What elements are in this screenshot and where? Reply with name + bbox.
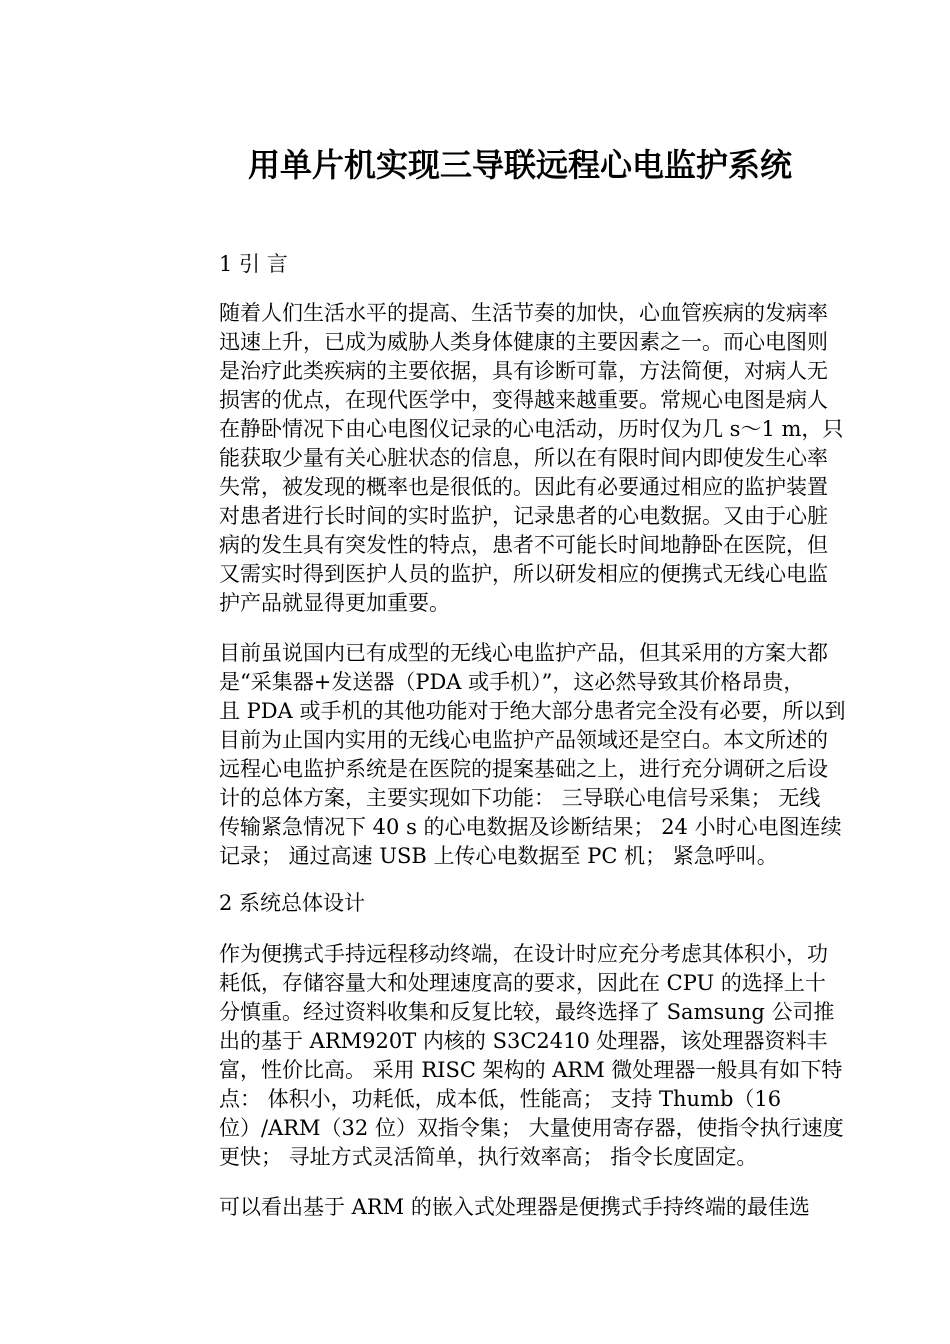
paragraph-introduction-1 (219, 299, 879, 618)
text-line: 远程心电监护系统是在医院的提案基础之上，进行充分调研之后设 (219, 757, 828, 781)
paragraph-introduction-2 (219, 639, 879, 871)
paragraph-system-design-1 (219, 940, 879, 1172)
text-line: 计的总体方案，主要实现如下功能： 三导联心电信号采集； 无线 (219, 786, 821, 810)
text-line: 可以看出基于 ARM 的嵌入式处理器是便携式手持终端的最佳选 (219, 1195, 810, 1219)
text-line: 又需实时得到医护人员的监护，所以研发相应的便携式无线心电监 (219, 562, 828, 586)
text-line: 病的发生具有突发性的特点，患者不可能长时间地静卧在医院，但 (219, 533, 828, 557)
text-line: 失常，被发现的概率也是很低的。因此有必要通过相应的监护装置 (219, 475, 828, 499)
document-title: 用单片机实现三导联远程心电监护系统 (248, 146, 793, 184)
text-line: 作为便携式手持远程移动终端，在设计时应充分考虑其体积小，功 (219, 942, 828, 966)
text-line: 富，性价比高。 采用 RISC 架构的 ARM 微处理器一般具有如下特 (219, 1058, 843, 1082)
text-line: 且 PDA 或手机的其他功能对于绝大部分患者完全没有必要，所以到 (219, 699, 846, 723)
text-line: 目前虽说国内已有成型的无线心电监护产品，但其采用的方案大都 (219, 641, 828, 665)
text-line: 在静卧情况下由心电图仪记录的心电活动，历时仅为几 s～1 m，只 (219, 417, 844, 441)
text-line: 传输紧急情况下 40 s 的心电数据及诊断结果； 24 小时心电图连续 (219, 815, 842, 839)
text-line: 分慎重。经过资料收集和反复比较，最终选择了 Samsung 公司推 (219, 1000, 835, 1024)
section-heading-introduction: 1 引 言 (219, 252, 288, 276)
paragraph-system-design-2 (219, 1193, 879, 1222)
text-line: 出的基于 ARM920T 内核的 S3C2410 处理器，该处理器资料丰 (219, 1029, 828, 1053)
text-line: 位）/ARM（32 位）双指令集； 大量使用寄存器，使指令执行速度 (219, 1116, 844, 1140)
text-line: 是“采集器+发送器（PDA 或手机）”，这必然导致其价格昂贵， (219, 670, 805, 694)
text-line: 能获取少量有关心脏状态的信息，所以在有限时间内即使发生心率 (219, 446, 828, 470)
text-line: 迅速上升，已成为威胁人类身体健康的主要因素之一。而心电图则 (219, 330, 828, 354)
text-line: 随着人们生活水平的提高、生活节奏的加快，心血管疾病的发病率 (219, 301, 828, 325)
text-line: 目前为止国内实用的无线心电监护产品领域还是空白。本文所述的 (219, 728, 828, 752)
text-line: 护产品就显得更加重要。 (219, 591, 450, 615)
section-heading-system-design: 2 系统总体设计 (219, 891, 366, 915)
text-line: 更快； 寻址方式灵活简单，执行效率高； 指令长度固定。 (219, 1145, 758, 1169)
text-line: 点： 体积小，功耗低，成本低，性能高； 支持 Thumb（16 (219, 1087, 782, 1111)
text-line: 损害的优点，在现代医学中，变得越来越重要。常规心电图是病人 (219, 388, 828, 412)
text-line: 对患者进行长时间的实时监护，记录患者的心电数据。又由于心脏 (219, 504, 828, 528)
text-line: 耗低，存储容量大和处理速度高的要求，因此在 CPU 的选择上十 (219, 971, 826, 995)
text-line: 是治疗此类疾病的主要依据，具有诊断可靠，方法简便，对病人无 (219, 359, 828, 383)
text-line: 记录； 通过高速 USB 上传心电数据至 PC 机； 紧急呼叫。 (219, 844, 778, 868)
